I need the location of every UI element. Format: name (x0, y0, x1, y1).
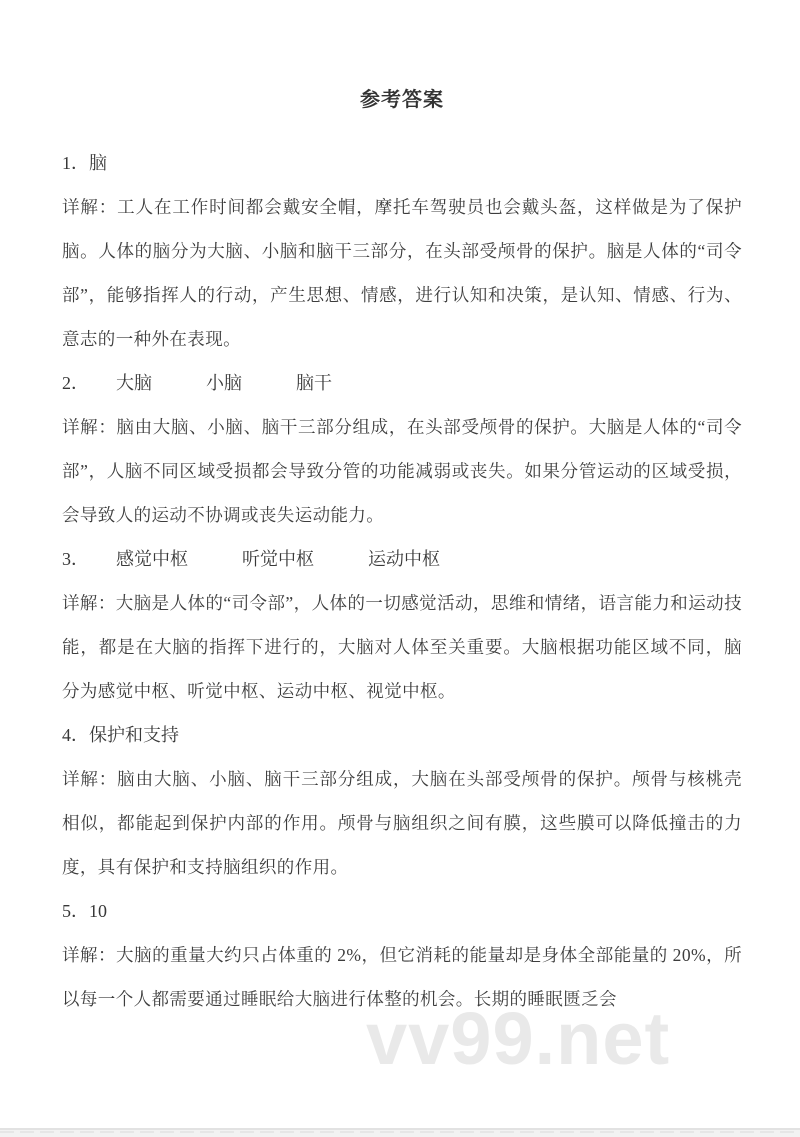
page-bottom-edge (0, 1128, 800, 1137)
answer-2-line: 2． 大脑 小脑 脑干 (62, 373, 332, 393)
answer-item-1 (62, 141, 742, 361)
answer-5-line: 5．10 (62, 901, 107, 921)
answer-4-line: 4．保护和支持 (62, 725, 179, 745)
answer-item-5 (62, 889, 742, 1021)
answer-5-explanation: 详解：大脑的重量大约只占体重的 2%，但它消耗的能量却是身体全部能量的 20%，所以每一个人都需要通过睡眠给大脑进行体整的机会。长期的睡眠匮乏会 (62, 945, 742, 1009)
answer-2-explanation: 详解：脑由大脑、小脑、脑干三部分组成，在头部受颅骨的保护。大脑是人体的“司令部”，人脑不同区域受损都会导致分管的功能减弱或丧失。如果分管运动的区域受损，会导致人的运动不协调或丧失运动能力。 (62, 417, 742, 525)
site-watermark: vv99.net (366, 997, 671, 1080)
answer-item-2 (62, 361, 742, 537)
answer-item-3 (62, 537, 742, 713)
answer-1-explanation: 详解：工人在工作时间都会戴安全帽，摩托车驾驶员也会戴头盔，这样做是为了保护脑。人体的脑分为大脑、小脑和脑干三部分，在头部受颅骨的保护。脑是人体的“司令部”，能够指挥人的行动，产生思想、情感，进行认知和决策，是认知、情感、行为、意志的一种外在表现。 (62, 197, 742, 349)
page-title: 参考答案 (360, 89, 444, 111)
answer-4-explanation: 详解：脑由大脑、小脑、脑干三部分组成，大脑在头部受颅骨的保护。颅骨与核桃壳相似，都能起到保护内部的作用。颅骨与脑组织之间有膜，这些膜可以降低撞击的力度，具有保护和支持脑组织的作用。 (62, 769, 742, 877)
answer-3-line: 3． 感觉中枢 听觉中枢 运动中枢 (62, 549, 440, 569)
answer-item-4 (62, 713, 742, 889)
answer-3-explanation: 详解：大脑是人体的“司令部”，人体的一切感觉活动，思维和情绪，语言能力和运动技能，都是在大脑的指挥下进行的，大脑对人体至关重要。大脑根据功能区域不同，脑分为感觉中枢、听觉中枢、运动中枢、视觉中枢。 (62, 593, 742, 701)
page-edge-dashes (0, 1131, 800, 1133)
answer-1-line: 1．脑 (62, 153, 107, 173)
